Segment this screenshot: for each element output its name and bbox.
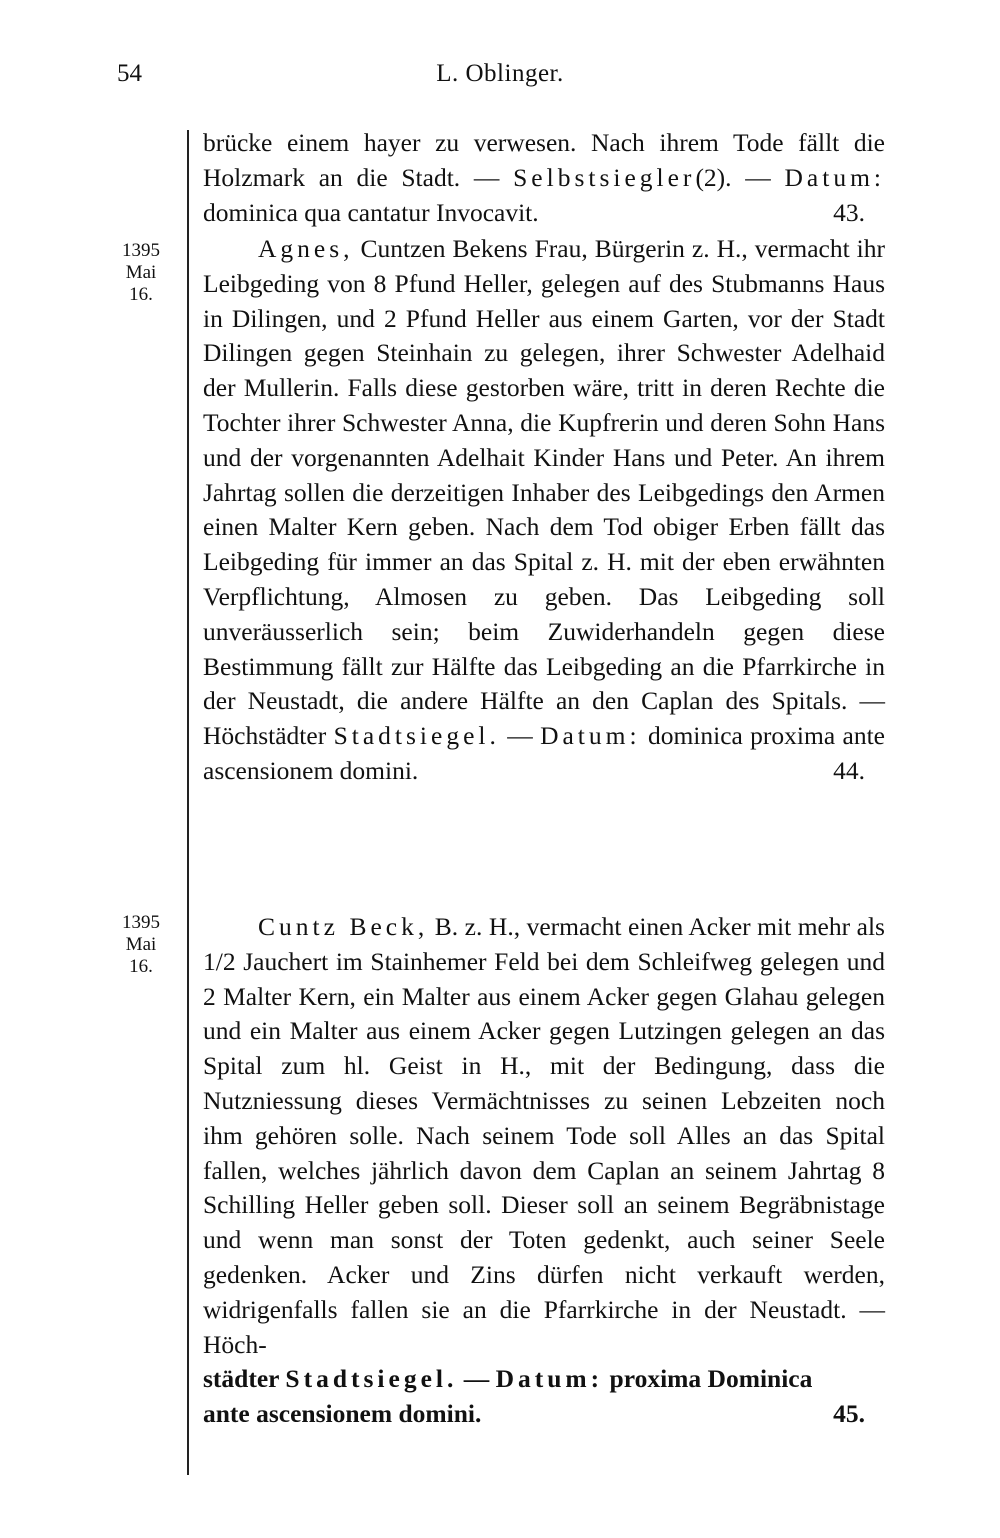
entry-44-paragraph [203,232,885,789]
datum-label: Datum: [540,721,641,751]
margin-rule [187,130,189,1475]
page-header [0,60,1000,100]
datum-text: dominica qua cantatur Invocavit. [203,197,539,227]
entry-name: Cuntz Beck, [258,912,429,941]
line-text: städter [203,1364,286,1394]
margin-month: Mai [125,262,157,283]
margin-date-45 [112,912,170,978]
margin-month: Mai [125,934,157,955]
continuation-text-2: (2). — [695,162,785,192]
entry-number: 44. [833,755,865,785]
bold-line-2 [203,1397,885,1432]
line-text: ante ascensionem domini. [203,1399,482,1429]
margin-year: 1395 [122,912,160,933]
entry-body: B. z. H., vermacht einen Acker mit mehr als [428,912,885,941]
dash: — [457,1364,496,1394]
bold-line-1 [203,1362,885,1397]
seal-label: Stadtsiegel. [333,721,500,751]
continuation-text: brücke einem hayer zu verwesen. Nach ihrem Tode fällt die Holzmark an die Stadt. — [203,128,885,192]
datum-label: Datum: [495,1364,604,1394]
page-number: 54 [117,60,142,87]
datum-text: dominica proxima ante ascensionem domini. [203,721,885,785]
margin-year: 1395 [122,240,160,261]
margin-day: 16. [129,284,153,305]
entry-number: 43. [833,197,865,227]
seal-label: Selbstsiegler [513,162,696,192]
entry-45-bold-lines [203,1362,885,1432]
continuation-paragraph [203,126,885,230]
entry-45-paragraph [203,910,885,1432]
entry-number: 45. [833,1399,865,1429]
entry-body-2: Jauchert im Stainhemer Feld bei dem Schleifweg gelegen und 2 Malter Kern, ein Malter aus einem Acker gegen Glahau gelegen und ein Malter aus einem Acker gegen Lutzingen gelegen an das Spital zum hl. Geist in H., mit der Bedingung, dass die Nutzniessung dieses Vermächtnisses zu seinen Lebzeiten noch ihm gehören solle. Nach seinem Tode soll Alles an das Spital fallen, welches jährlich davon dem Caplan an seinem Jahrtag 8 Schilling Heller geben soll. Dieser soll an seinem Begräbnistage und wenn man sonst der Toten gedenkt, auch seiner Seele gedenken. Acker und Zins dürfen nicht verkauft werden, widrigenfalls fallen sie an die Pfarrkirche in der Neustadt. — Höch- [203,946,885,1359]
entry-body: Cuntzen Bekens Frau, Bürgerin z. H., vermacht ihr Leibgeding von 8 Pfund Heller, gelegen auf des Stubmanns Haus in Dilingen, und 2 Pfund Heller aus einem Garten, vor der Stadt Dilingen gegen Steinhain zu gelegen, ihrer Schwester Adelhaid der Mullerin. Falls diese gestorben wäre, tritt in deren Rechte die Tochter ihrer Schwester Anna, die Kupfrerin und deren Sohn Hans und der vorgenannten Adelhait Kinder Hans und Peter. An ihrem Jahrtag sollen die derzeitigen Inhaber des Leibgedings den Armen einen Malter Kern geben. Nach dem Tod obiger Erben fällt das Leibgeding für immer an das Spital z. H. mit der eben erwähnten Verpflichtung, Almosen zu geben. Das Leibgeding soll unveräusserlich sein; beim Zuwiderhandeln gegen diese Bestimmung fällt zur Hälfte das Leibgeding an die Pfarrkirche in der Neustadt, die andere Hälfte an den Caplan des Spitals. — Höchstädter [203,234,885,751]
running-head: L. Oblinger. [436,60,564,87]
margin-day: 16. [129,956,153,977]
dash: — [499,721,541,751]
datum-label: Datum: [784,162,885,192]
margin-date-44 [112,240,170,306]
entry-name: Agnes, [258,234,354,263]
line-text-2: proxima Dominica [603,1364,813,1394]
seal-label: Stadtsiegel. [285,1364,458,1394]
fraction: 1/2 [203,946,236,976]
